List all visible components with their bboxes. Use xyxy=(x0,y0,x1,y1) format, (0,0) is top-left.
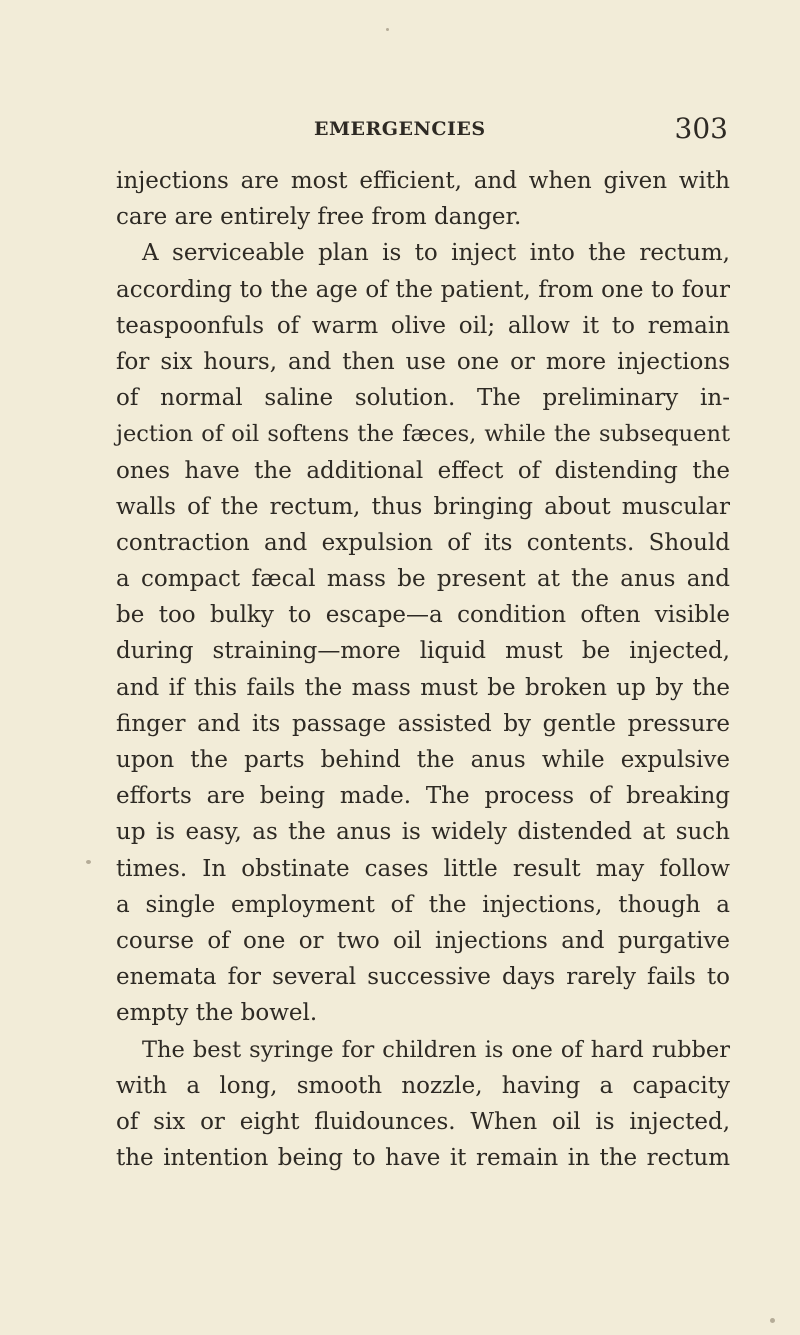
text-line: of normal saline solution. The preliminary in- xyxy=(116,385,730,412)
text-line: of six or eight fluidounces. When oil is injected, xyxy=(116,1108,730,1135)
text-line: enemata for several successive days rarely fails to xyxy=(116,964,730,991)
text-line: teaspoonfuls of warm olive oil; allow it to remain xyxy=(116,312,730,339)
text-line: injections are most efficient, and when given with xyxy=(116,168,730,194)
margin-speck xyxy=(770,1318,775,1323)
text-line: walls of the rectum, thus bringing about muscular xyxy=(116,493,730,520)
text-line: a single employment of the injections, though a xyxy=(116,891,730,918)
text-line: the intention being to have it remain in the rectum xyxy=(116,1145,730,1172)
text-line: care are entirely free from danger. xyxy=(116,204,522,231)
text-line: upon the parts behind the anus while expulsive xyxy=(116,747,730,773)
text-line: contraction and expulsion of its contents. Should xyxy=(116,529,730,556)
text-line: jection of oil softens the fæces, while the subsequent xyxy=(116,421,730,448)
margin-speck xyxy=(86,860,91,864)
text-line: times. In obstinate cases little result may follow xyxy=(116,855,730,882)
text-line: for six hours, and then use one or more injections xyxy=(116,348,730,375)
text-line: according to the age of the patient, from one to four xyxy=(116,276,730,303)
text-line: ones have the additional effect of distending the xyxy=(116,457,730,484)
running-title: EMERGENCIES xyxy=(314,118,486,140)
text-line: during straining—more liquid must be injected, xyxy=(116,638,730,665)
text-line: The best syringe for children is one of hard rubber xyxy=(142,1036,730,1063)
text-line: empty the bowel. xyxy=(116,1000,318,1027)
text-line: and if this fails the mass must be broken up by the xyxy=(116,674,730,701)
text-line: A serviceable plan is to inject into the rectum, xyxy=(142,240,730,267)
text-line: with a long, smooth nozzle, having a capacity xyxy=(116,1072,730,1099)
text-line: a compact fæcal mass be present at the anus and xyxy=(116,566,730,593)
text-line: up is easy, as the anus is widely distended at such xyxy=(116,819,730,846)
margin-speck xyxy=(386,28,389,31)
text-line: be too bulky to escape—a condition often visible xyxy=(116,602,730,629)
page-header xyxy=(118,112,728,148)
text-line: finger and its passage assisted by gentle pressure xyxy=(116,710,730,737)
body-text xyxy=(116,163,730,1176)
text-line: course of one or two oil injections and purgative xyxy=(116,927,730,954)
text-line: efforts are being made. The process of breaking xyxy=(116,783,730,810)
page-number: 303 xyxy=(674,112,728,145)
